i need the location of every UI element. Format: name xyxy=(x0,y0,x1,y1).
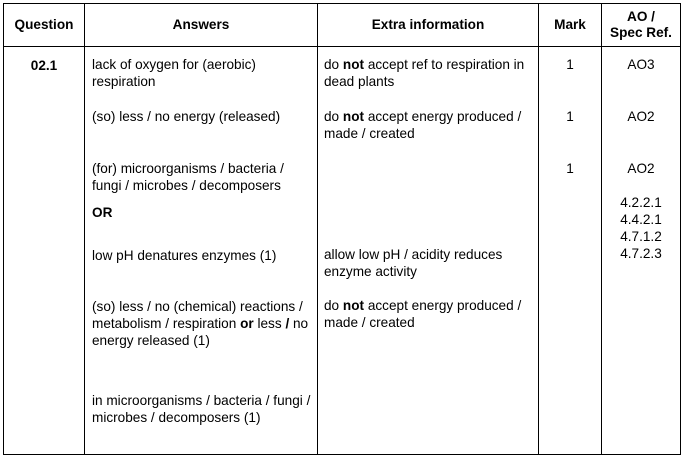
mark-3: 1 xyxy=(566,161,574,176)
spec-ref-4: 4.7.2.3 xyxy=(620,246,662,261)
spec-ref-1: 4.2.2.1 xyxy=(620,195,662,210)
answer-line-5-b: less xyxy=(257,316,282,331)
header-mark: Mark xyxy=(539,4,602,47)
mark-scheme-table xyxy=(3,3,681,455)
extra-line-2-not: not xyxy=(342,109,365,124)
extra-line-4: do not accept energy produced / made / created xyxy=(324,298,522,330)
header-ao-spec-ref xyxy=(602,4,681,47)
ao-spec-cell xyxy=(602,47,681,455)
header-extra-information: Extra information xyxy=(318,4,539,47)
header-answers: Answers xyxy=(85,4,318,47)
answer-line-5-slash: / xyxy=(285,316,290,331)
answer-line-1: lack of oxygen for (aerobic) respiration xyxy=(92,57,256,89)
ao-3: AO2 xyxy=(627,161,655,176)
answer-line-6: in microorganisms / bacteria / fungi / microbes / decomposers (1) xyxy=(92,393,311,425)
header-ao-line1: AO / xyxy=(627,9,655,24)
answers-cell xyxy=(85,47,318,455)
extra-line-1: do not accept ref to respiration in dead plants xyxy=(324,57,525,89)
extra-information-cell xyxy=(318,47,539,455)
extra-line-4-not: not xyxy=(342,298,365,313)
header-ao-line2: Spec Ref. xyxy=(610,25,672,40)
question-number: 02.1 xyxy=(4,47,85,455)
extra-line-3: allow low pH / acidity reduces enzyme activity xyxy=(324,247,503,279)
answer-line-5-c: no energy released (1) xyxy=(92,316,309,348)
answer-or: OR xyxy=(92,205,113,220)
extra-line-2: do not accept energy produced / made / created xyxy=(324,109,522,141)
header-row xyxy=(4,4,681,47)
answer-line-3: (for) microorganisms / bacteria / fungi / microbes / decomposers xyxy=(92,161,284,193)
answer-line-5-a: (so) less / no (chemical) reactions / metabolism / respiration xyxy=(92,299,303,331)
mark-1: 1 xyxy=(566,57,574,72)
answer-line-5 xyxy=(92,298,311,392)
extra-line-1-not: not xyxy=(342,57,365,72)
header-question: Question xyxy=(4,4,85,47)
mark-2: 1 xyxy=(566,109,574,124)
answer-line-2: (so) less / no energy (released) xyxy=(92,109,281,124)
answer-row xyxy=(4,47,681,455)
spec-ref-3: 4.7.1.2 xyxy=(620,229,662,244)
spec-ref-2: 4.4.2.1 xyxy=(620,212,662,227)
spec-ref-list xyxy=(602,194,680,262)
ao-2: AO2 xyxy=(627,109,655,124)
ao-1: AO3 xyxy=(627,57,655,72)
mark-cell xyxy=(539,47,602,455)
answer-line-5-or: or xyxy=(240,316,254,331)
answer-line-4: low pH denatures enzymes (1) xyxy=(92,248,277,263)
